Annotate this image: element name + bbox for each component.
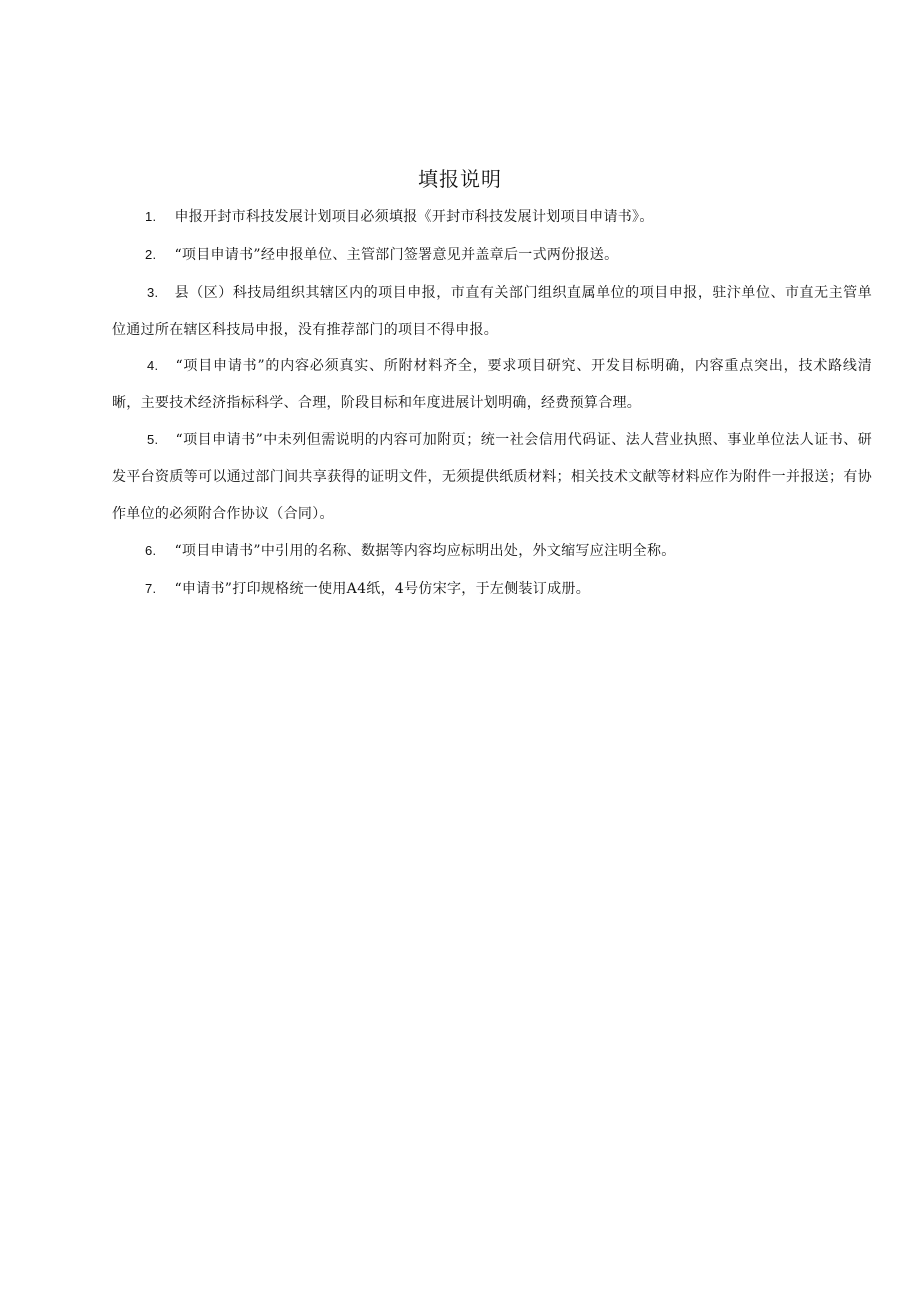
instruction-item-4 — [112, 347, 872, 422]
item-text: “项目申请书”的内容必须真实、所附材料齐全，要求项目研究、开发目标明确，内容重点突出，技术路线清晰，主要技术经济指标科学、合理，阶段目标和年度进展计划明确，经费预算合理。 — [112, 358, 872, 411]
instruction-item-2 — [112, 236, 872, 274]
item-text: “项目申请书”经申报单位、主管部门签署意见并盖章后一式两份报送。 — [174, 247, 619, 263]
item-text: 申报开封市科技发展计划项目必须填报《开封市科技发展计划项目申请书》。 — [174, 209, 654, 225]
item-number: 3. — [147, 285, 159, 300]
page-title: 填报说明 — [418, 167, 502, 191]
item-text: 县（区）科技局组织其辖区内的项目申报，市直有关部门组织直属单位的项目申报，驻汴单位、市直无主管单位通过所在辖区科技局申报，没有推荐部门的项目不得申报。 — [112, 285, 872, 338]
item-text: “申请书”打印规格统一使用A4纸，4号仿宋字，于左侧装订成册。 — [174, 581, 590, 597]
item-number: 5. — [147, 432, 159, 447]
item-text: “项目申请书”中引用的名称、数据等内容均应标明出处，外文缩写应注明全称。 — [174, 543, 676, 559]
instruction-item-1 — [112, 198, 872, 236]
item-number: 4. — [147, 358, 159, 373]
item-number: 2. — [145, 247, 157, 262]
instruction-item-7 — [112, 570, 872, 608]
item-number: 1. — [145, 209, 157, 224]
item-number: 6. — [145, 543, 157, 558]
item-number: 7. — [145, 581, 157, 596]
instruction-item-6 — [112, 532, 872, 570]
instruction-item-3 — [112, 274, 872, 349]
item-text: “项目申请书”中未列但需说明的内容可加附页；统一社会信用代码证、法人营业执照、事业单位法人证书、研发平台资质等可以通过部门间共享获得的证明文件，无须提供纸质材料；相关技术文献等材料应作为附件一并报送；有协作单位的必须附合作协议（合同）。 — [112, 432, 872, 522]
instruction-item-5 — [112, 421, 872, 533]
